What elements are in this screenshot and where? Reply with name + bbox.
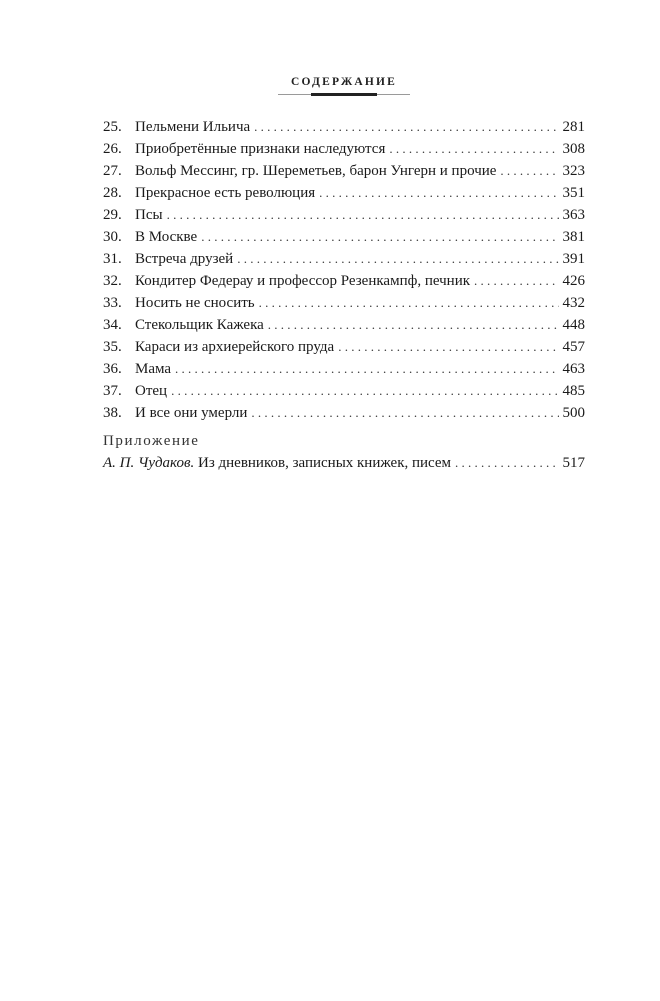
entry-title: И все они умерли <box>135 405 248 421</box>
toc-entry <box>103 380 585 402</box>
entry-page: 463 <box>562 361 585 377</box>
entry-page: 391 <box>562 251 585 267</box>
entry-title: Носить не сносить <box>135 295 255 311</box>
dot-leader <box>259 292 559 314</box>
dot-leader <box>254 116 558 138</box>
toc-entry <box>103 314 585 336</box>
entry-page: 485 <box>562 383 585 399</box>
entry-title: Стекольщик Кажека <box>135 317 264 333</box>
entry-title: В Москве <box>135 229 198 245</box>
dot-leader <box>500 160 558 182</box>
header-rule <box>278 94 410 95</box>
toc-entry <box>103 138 585 160</box>
toc-entry <box>103 226 585 248</box>
entry-title: Встреча друзей <box>135 251 234 267</box>
toc-entry <box>103 248 585 270</box>
entry-title: Пельмени Ильича <box>135 119 251 135</box>
toc-entry <box>103 116 585 138</box>
contents-title: СОДЕРЖАНИЕ <box>290 76 398 88</box>
entry-number: 37. <box>103 383 122 399</box>
toc-entry <box>103 160 585 182</box>
dot-leader <box>389 138 558 160</box>
appendix-author: А. П. Чудаков. <box>103 455 195 471</box>
dot-leader <box>268 314 559 336</box>
dot-leader <box>455 452 558 474</box>
entry-number: 38. <box>103 405 122 421</box>
toc-entry <box>103 402 585 424</box>
entry-page: 500 <box>562 405 585 421</box>
entry-number: 27. <box>103 163 122 179</box>
appendix-heading: Приложение <box>103 433 200 449</box>
toc-entry <box>103 292 585 314</box>
entry-page: 323 <box>562 163 585 179</box>
appendix-section <box>103 430 585 474</box>
entry-number: 34. <box>103 317 122 333</box>
entry-page: 432 <box>562 295 585 311</box>
entry-number: 28. <box>103 185 122 201</box>
dot-leader <box>251 402 558 424</box>
toc-entry <box>103 270 585 292</box>
entry-number: 36. <box>103 361 122 377</box>
appendix-title: Из дневников, записных книжек, писем <box>198 455 452 471</box>
entry-title: Вольф Мессинг, гр. Шереметьев, барон Унгерн и прочие <box>135 163 497 179</box>
entry-page: 281 <box>562 119 585 135</box>
entry-number: 25. <box>103 119 122 135</box>
entry-number: 31. <box>103 251 122 267</box>
entry-title: Приобретённые признаки наследуются <box>135 141 386 157</box>
entry-title: Прекрасное есть революция <box>135 185 316 201</box>
appendix-entry <box>103 452 585 474</box>
dot-leader <box>175 358 558 380</box>
toc-entry <box>103 358 585 380</box>
entry-title: Кондитер Федерау и профессор Резенкампф, печник <box>135 273 471 289</box>
dot-leader <box>171 380 558 402</box>
entry-page: 426 <box>562 273 585 289</box>
dot-leader <box>201 226 558 248</box>
entry-number: 35. <box>103 339 122 355</box>
entry-number: 30. <box>103 229 122 245</box>
contents-header <box>278 76 410 95</box>
dot-leader <box>474 270 558 292</box>
entry-page: 381 <box>562 229 585 245</box>
entry-page: 448 <box>562 317 585 333</box>
entry-title: Псы <box>135 207 163 223</box>
entry-number: 29. <box>103 207 122 223</box>
entry-number: 32. <box>103 273 122 289</box>
dot-leader <box>338 336 558 358</box>
entry-title: Мама <box>135 361 172 377</box>
entry-title: Караси из архиерейского пруда <box>135 339 335 355</box>
dot-leader <box>319 182 558 204</box>
dot-leader <box>237 248 558 270</box>
dot-leader <box>167 204 559 226</box>
entry-page: 351 <box>562 185 585 201</box>
entry-number: 33. <box>103 295 122 311</box>
entry-page: 363 <box>562 207 585 223</box>
entry-page: 457 <box>562 339 585 355</box>
entry-page: 308 <box>562 141 585 157</box>
toc-entry <box>103 336 585 358</box>
appendix-entry-title <box>103 452 451 474</box>
entry-number: 26. <box>103 141 122 157</box>
toc-entry <box>103 204 585 226</box>
toc-list <box>103 116 585 424</box>
appendix-page: 517 <box>562 455 585 471</box>
entry-title: Отец <box>135 383 168 399</box>
toc-entry <box>103 182 585 204</box>
